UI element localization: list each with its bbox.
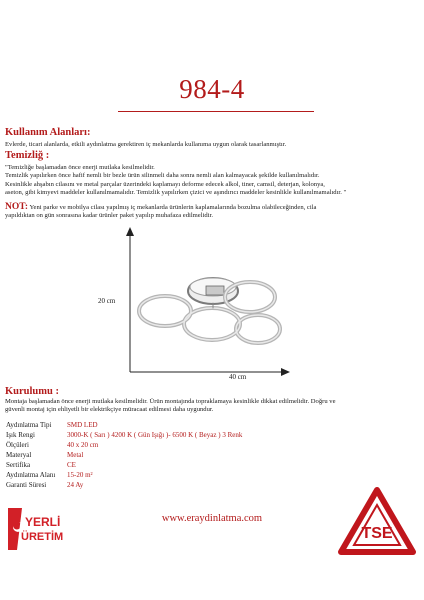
spec-row <box>6 440 242 450</box>
website-url: www.eraydinlatma.com <box>161 513 263 524</box>
spec-value: 40 x 20 cm <box>67 441 99 449</box>
spec-row <box>6 420 242 430</box>
usage-text: Evlerde, ticari alanlarda, etkili aydınlatma gerektiren iç mekanlarda kullanıma uygun olarak tasarlanmıştır. <box>5 141 287 148</box>
cleaning-line: Temizlik yapılırken önce hafif nemli bir bezle ürün silinmeli daha sonra nemli alan kalmayacak şekilde kullanılmalıdır. <box>5 172 320 180</box>
spec-label: Materyal <box>6 451 32 459</box>
badge-line1: YERLİ <box>25 515 61 529</box>
note-title: NOT: <box>5 202 29 212</box>
spec-label: Aydınlatma Alanı <box>6 471 56 479</box>
cleaning-line: aseton, gibi kimyevi maddeler kullanılmamalıdır. Temizlik yapılırken çizici ve aşındırıcı maddeler kesinlikle kullanılmamalıdır. " <box>5 188 347 196</box>
spec-row <box>6 480 242 490</box>
chandelier-image <box>139 278 280 343</box>
cleaning-line: Kesinlikle ahşabın cilasını ve metal parçalar üzerindeki kaplamayı deforme edecek alkol, tiner, camsil, deterjan, kolonya, <box>5 180 325 188</box>
spec-value: Metal <box>67 451 84 459</box>
spec-label: Ölçüleri <box>6 441 29 449</box>
installation-line: Montaja başlamadan önce enerji mutlaka kesilmelidir. Ürün montajında topraklamaya kesinlikle dikkat edilmelidir. Doğru ve <box>5 398 336 405</box>
spec-label: Işık Rengi <box>6 431 35 439</box>
installation-line: güvenli montaj için ehliyetli bir elektrikçiye müracaat edilmesi daha uygundur. <box>5 406 214 414</box>
spec-row <box>6 450 242 460</box>
spec-label: Aydınlatma Tipi <box>6 421 52 429</box>
cleaning-title: Temizliğ : <box>5 150 50 161</box>
spec-value: CE <box>67 461 76 469</box>
spec-label: Sertifika <box>6 461 31 469</box>
usage-title: Kullanım Alanları: <box>5 127 91 138</box>
spec-value: SMD LED <box>67 421 98 429</box>
installation-text <box>5 398 419 415</box>
note-line: yapıldıktan on gün sonrasına kadar ürünler paket yapılıp muhafaza edilmelidir. <box>5 212 214 220</box>
installation-title: Kurulumu : <box>5 386 59 397</box>
note-line: Yeni parke ve mobilya cilası yapılmış iç mekanlarda ürünlerin kaplamalarında bozulma olabileceğinden, cila <box>28 204 317 211</box>
tse-logo <box>338 487 416 555</box>
spec-value: 3000-K ( Sarı ) 4200 K ( Gün Işığı )- 6500 K ( Beyaz ) 3 Renk <box>67 431 243 439</box>
spec-value: 15-20 m² <box>67 471 93 479</box>
spec-value: 24 Ay <box>67 481 84 489</box>
model-number: 984-4 <box>179 74 245 104</box>
spec-list <box>6 420 242 490</box>
spec-label: Garanti Süresi <box>6 481 47 489</box>
cleaning-line: "Temizliğe başlamadan önce enerji mutlaka kesilmelidir. <box>5 164 155 171</box>
spec-row <box>6 460 242 470</box>
height-dimension: 20 cm <box>98 297 116 305</box>
tse-text: TSE <box>361 525 393 542</box>
badge-line2: ÜRETİM <box>21 531 64 543</box>
spec-row <box>6 470 242 480</box>
width-dimension: 40 cm <box>229 373 247 381</box>
spec-row <box>6 430 242 440</box>
